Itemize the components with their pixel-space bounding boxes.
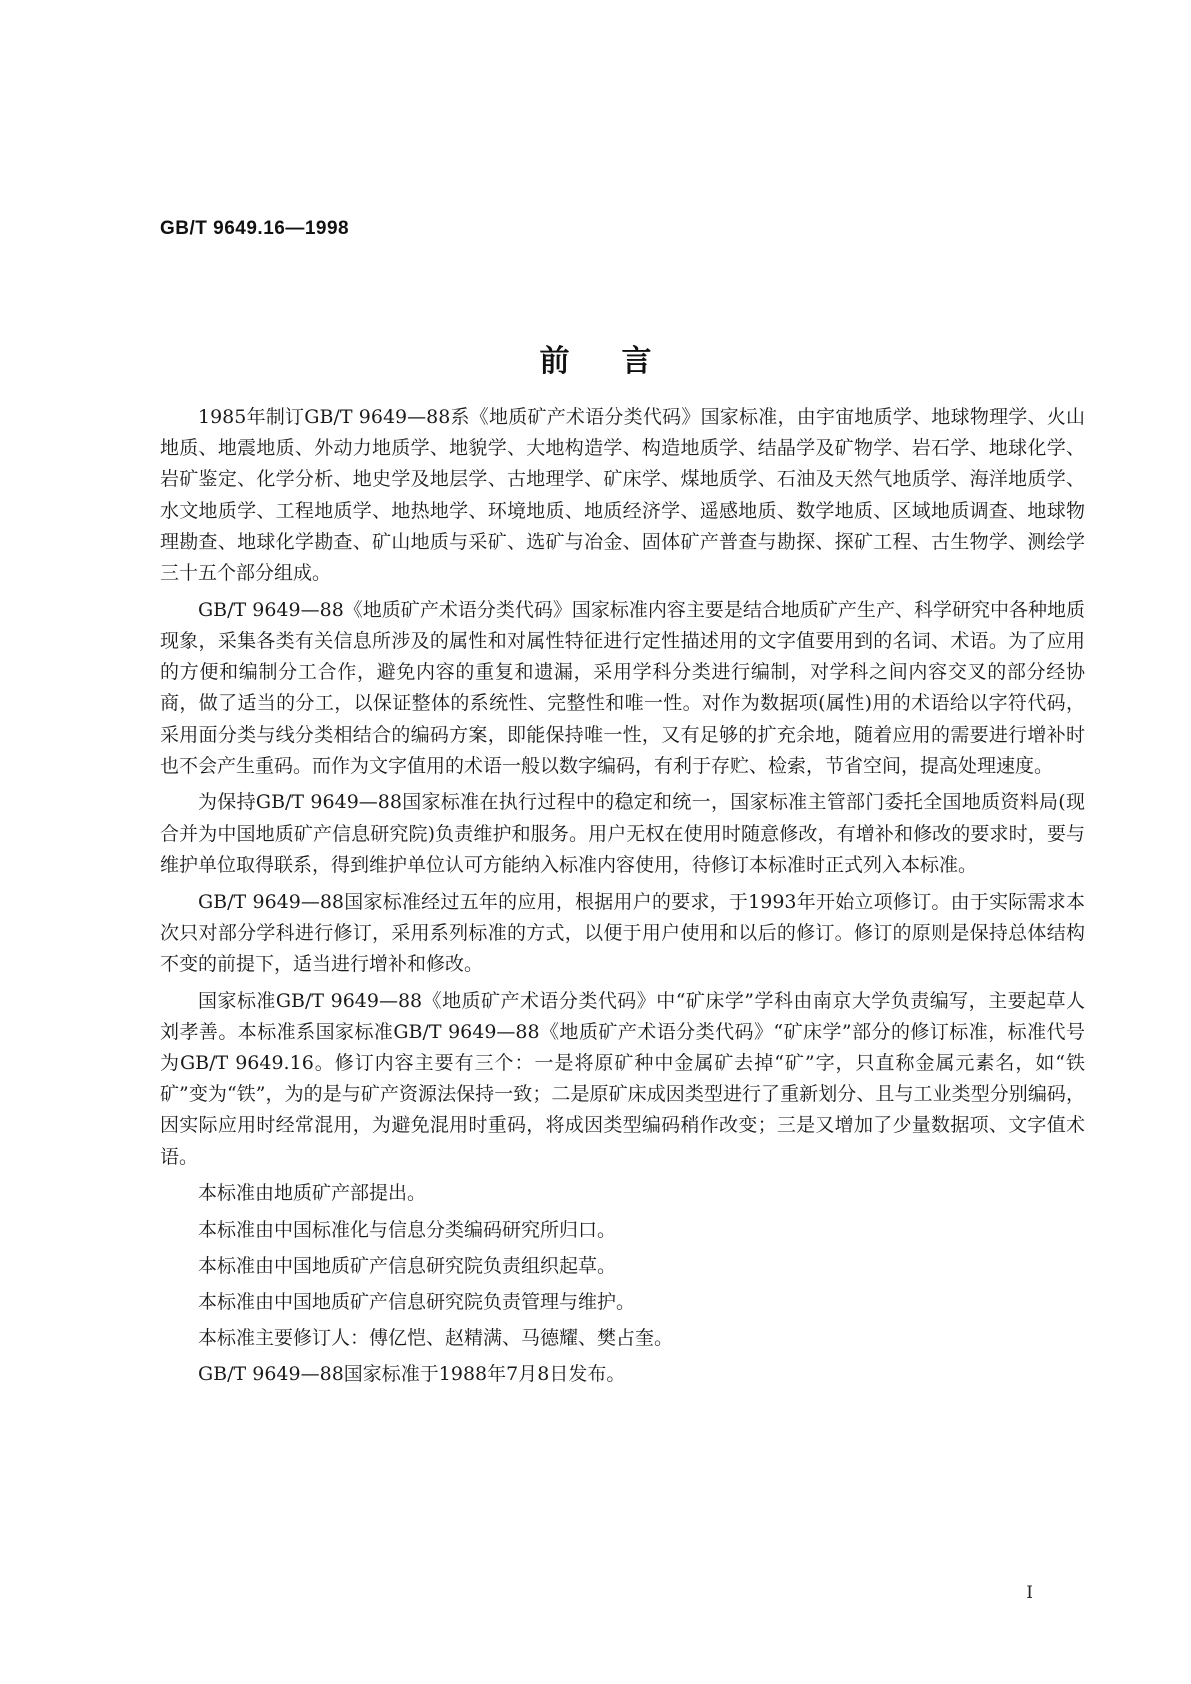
page-number: I [1026, 1583, 1033, 1603]
paragraph-content: GB/T 9649—88《地质矿产术语分类代码》国家标准内容主要是结合地质矿产生产、科学研究中各种地质现象，采集各类有关信息所涉及的属性和对属性特征进行定性描述用的文字值要用到的名词、术语。为了应用的方便和编制分工合作，避免内容的重复和遗漏，采用学科分类进行编制，对学科之间内容交叉的部分经协商，做了适当的分工，以保证整体的系统性、完整性和唯一性。对作为数据项(属性)用的术语给以字符代码，采用面分类与线分类相结合的编码方案，即能保持唯一性，又有足够的扩充余地，随着应用的需要进行增补时也不会产生重码。而作为文字值用的术语一般以数字编码，有利于存贮、检索，节省空间，提高处理速度。 [160, 598, 1085, 777]
paragraph-release-date: GB/T 9649—88国家标准于1988年7月8日发布。 [198, 1363, 626, 1386]
paragraph-history: 1985年制订GB/T 9649—88系《地质矿产术语分类代码》国家标准，由宇宙地质学、地球物理学、火山地质、地震地质、外动力地质学、地貌学、大地构造学、构造地质学、结晶学及矿物学、岩石学、地球化学、岩矿鉴定、化学分析、地史学及地层学、古地理学、矿床学、煤地质学、石油及天然气地质学、海洋地质学、水文地质学、工程地质学、地热地学、环境地质、地质经济学、遥感地质、数学地质、区域地质调查、地球物理勘查、地球化学勘查、矿山地质与采矿、选矿与冶金、固体矿产普查与勘探、探矿工程、古生物学、测绘学三十五个部分组成。 [160, 406, 1085, 585]
paragraph-administration: 本标准由中国标准化与信息分类编码研究所归口。 [198, 1218, 617, 1241]
paragraph-revision: GB/T 9649—88国家标准经过五年的应用，根据用户的要求，于1993年开始立项修订。由于实际需求本次只对部分学科进行修订，采用系列标准的方式，以便于用户使用和以后的修订。修订的原则是保持总体结构不变的前提下，适当进行增补和修改。 [160, 890, 1085, 975]
paragraph-drafter: 本标准由中国地质矿产信息研究院负责组织起草。 [198, 1254, 617, 1277]
paragraph-maintenance: 为保持GB/T 9649—88国家标准在执行过程中的稳定和统一，国家标准主管部门委托全国地质资料局(现合并为中国地质矿产信息研究院)负责维护和服务。用户无权在使用时随意修改，有增补和修改的要求时，要与维护单位取得联系，得到维护单位认可方能纳入标准内容使用，待修订本标准时正式列入本标准。 [160, 791, 1085, 876]
paragraph-maintainer: 本标准由中国地质矿产信息研究院负责管理与维护。 [198, 1290, 636, 1313]
standard-code: GB/T 9649.16—1998 [160, 218, 350, 239]
page-title: 前言 [539, 344, 704, 379]
foreword-body [160, 402, 1085, 1396]
paragraph-proposer: 本标准由地质矿产部提出。 [198, 1182, 427, 1205]
paragraph-revisers: 本标准主要修订人：傅亿恺、赵精满、马德耀、樊占奎。 [198, 1327, 674, 1350]
paragraph-changes: 国家标准GB/T 9649—88《地质矿产术语分类代码》中“矿床学”学科由南京大学负责编写，主要起草人刘孝善。本标准系国家标准GB/T 9649—88《地质矿产术语分类代码》“矿床学”部分的修订标准，标准代号为GB/T 9649.16。修订内容主要有三个：一是将原矿种中金属矿去掉“矿”字，只直称金属元素名，如“铁矿”变为“铁”，为的是与矿产资源法保持一致；二是原矿床成因类型进行了重新划分、且与工业类型分别编码，因实际应用时经常混用，为避免混用时重码，将成因类型编码稍作改变；三是又增加了少量数据项、文字值术语。 [160, 989, 1085, 1168]
